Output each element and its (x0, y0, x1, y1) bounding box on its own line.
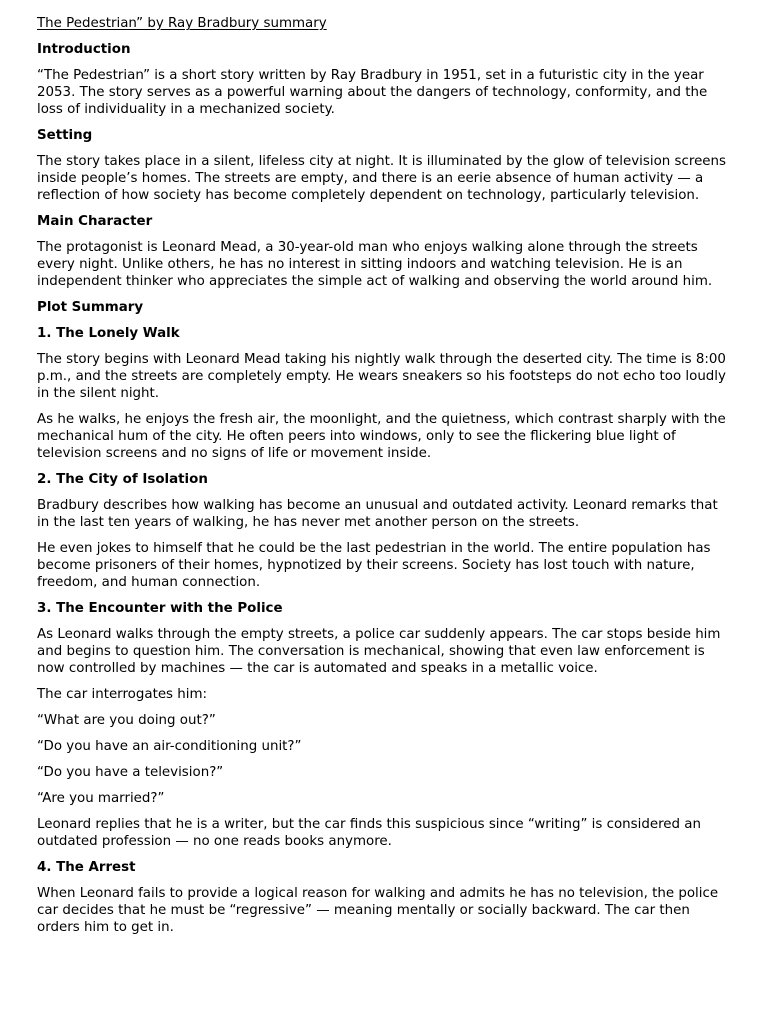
setting-heading: Setting (37, 128, 93, 143)
main-character-paragraph: The protagonist is Leonard Mead, a 30-year-old man who enjoys walking alone through the streets every night. Unlike others, he has no interest in sitting indoors and watching television. He is an independent thinker who appreciates the simple act of walking and observing the world around him. (37, 240, 713, 289)
police-question-1: “What are you doing out?” (37, 713, 216, 728)
section-setting (37, 127, 732, 204)
police-encounter-paragraph-1: As Leonard walks through the empty streets, a police car suddenly appears. The car stops beside him and begins to question him. The conversation is mechanical, showing that even law enforcement is now controlled by machines — the car is automated and speaks in a metallic voice. (37, 627, 721, 676)
city-isolation-heading: 2. The City of Isolation (37, 472, 208, 487)
section-plot-summary (37, 299, 732, 316)
section-lonely-walk (37, 325, 732, 462)
police-question-4: “Are you married?” (37, 791, 165, 806)
document-title: The Pedestrian” by Ray Bradbury summary (37, 16, 327, 31)
police-question-3: “Do you have a television?” (37, 765, 224, 780)
introduction-heading: Introduction (37, 42, 131, 57)
section-main-character (37, 213, 732, 290)
police-encounter-heading: 3. The Encounter with the Police (37, 601, 283, 616)
lonely-walk-paragraph-1: The story begins with Leonard Mead taking his nightly walk through the deserted city. The time is 8:00 p.m., and the streets are completely empty. He wears sneakers so his footsteps do not echo too loudly in the silent night. (37, 352, 726, 401)
lonely-walk-paragraph-2: As he walks, he enjoys the fresh air, the moonlight, and the quietness, which contrast sharply with the mechanical hum of the city. He often peers into windows, only to see the flickering blue light of television screens and no signs of life or movement inside. (37, 412, 726, 461)
section-police-encounter (37, 600, 732, 850)
main-character-heading: Main Character (37, 214, 153, 229)
setting-paragraph: The story takes place in a silent, lifeless city at night. It is illuminated by the glow of television screens inside people’s homes. The streets are empty, and there is an eerie absence of human activity — a reflection of how society has become completely dependent on technology, particularly television. (37, 154, 727, 203)
introduction-paragraph: “The Pedestrian” is a short story written by Ray Bradbury in 1951, set in a futuristic city in the year 2053. The story serves as a powerful warning about the dangers of technology, conformity, and the loss of individuality in a mechanized society. (37, 68, 708, 117)
police-encounter-paragraph-2: The car interrogates him: (37, 687, 208, 702)
arrest-paragraph: When Leonard fails to provide a logical reason for walking and admits he has no television, the police car decides that he must be “regressive” — meaning mentally or socially backward. The car then orders him to get in. (37, 886, 719, 935)
section-introduction (37, 41, 732, 118)
arrest-heading: 4. The Arrest (37, 860, 136, 875)
city-isolation-paragraph-2: He even jokes to himself that he could be the last pedestrian in the world. The entire population has become prisoners of their homes, hypnotized by their screens. Society has lost touch with nature, freedom, and human connection. (37, 541, 711, 590)
lonely-walk-heading: 1. The Lonely Walk (37, 326, 180, 341)
section-arrest (37, 859, 732, 936)
city-isolation-paragraph-1: Bradbury describes how walking has become an unusual and outdated activity. Leonard remarks that in the last ten years of walking, he has never met another person on the streets. (37, 498, 718, 530)
section-city-isolation (37, 471, 732, 591)
police-question-2: “Do you have an air-conditioning unit?” (37, 739, 302, 754)
police-encounter-paragraph-3: Leonard replies that he is a writer, but the car finds this suspicious since “writing” is considered an outdated profession — no one reads books anymore. (37, 817, 701, 849)
plot-summary-heading: Plot Summary (37, 300, 144, 315)
